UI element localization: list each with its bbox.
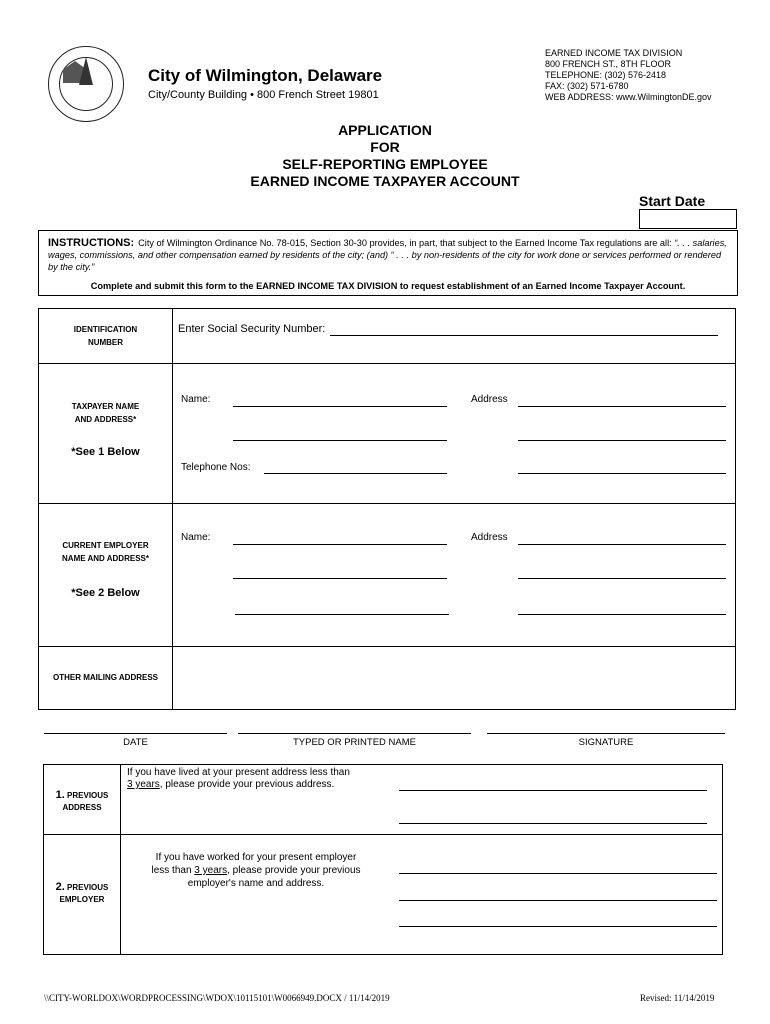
division-fax: FAX: (302) 571-6780: [545, 81, 629, 91]
ssn-cell[interactable]: [173, 309, 736, 364]
taxpayer-label-cell: TAXPAYER NAME AND ADDRESS* *See 1 Below: [39, 364, 173, 504]
date-label: DATE: [123, 737, 148, 748]
taxpayer-name-line-2[interactable]: [233, 440, 447, 441]
previous-address-cell: [121, 765, 723, 835]
employer-name-line-3[interactable]: [235, 614, 449, 615]
division-telephone: TELEPHONE: (302) 576-2418: [545, 70, 667, 80]
typed-name-line[interactable]: [238, 733, 471, 734]
start-date-label: Start Date: [639, 193, 706, 209]
city-title: City of Wilmington, Delaware: [148, 66, 383, 85]
previous-employer-line-2[interactable]: [399, 900, 717, 901]
telephone-label: Telephone Nos:: [181, 462, 251, 473]
city-address: City/County Building • 800 French Street 19801: [148, 89, 379, 101]
employer-fields-cell: [173, 504, 736, 647]
previous-employer-cell: [121, 835, 723, 955]
typed-name-label: TYPED OR PRINTED NAME: [293, 737, 416, 748]
other-mailing-label-cell: OTHER MAILING ADDRESS: [39, 647, 173, 710]
employer-name-label: Name:: [181, 532, 211, 543]
division-web: WEB ADDRESS: www.WilmingtonDE.gov: [545, 92, 712, 102]
previous-employer-label-cell: 2. PREVIOUS EMPLOYER: [44, 835, 121, 955]
taxpayer-name-label: Name:: [181, 394, 211, 405]
previous-address-label-cell: 1. PREVIOUS ADDRESS: [44, 765, 121, 835]
employer-address-line-1[interactable]: [518, 544, 726, 545]
taxpayer-address-line-2[interactable]: [518, 440, 726, 441]
see-1-note: *See 1 Below: [71, 446, 140, 458]
footer-revised: Revised: 11/14/2019: [640, 993, 715, 1003]
taxpayer-name-line-1[interactable]: [233, 406, 447, 407]
ssn-line[interactable]: [330, 335, 718, 336]
instructions-box: [38, 230, 738, 296]
previous-employer-line-3[interactable]: [399, 926, 717, 927]
previous-address-instructions: If you have lived at your present address less than 3 years, please provide your previous address.: [127, 767, 350, 790]
instructions-complete: Complete and submit this form to the EARNED INCOME TAX DIVISION to request establishment of an Earned Income Taxpayer Account.: [90, 281, 686, 291]
other-mailing-cell[interactable]: [173, 647, 736, 710]
ssn-prompt: Enter Social Security Number:: [178, 323, 326, 335]
previous-info-table: [43, 764, 723, 955]
instructions-text: City of Wilmington Ordinance No. 78-015, Section 30-30 provides, in part, that subject to the Earned Income Tax regulations are all:: [138, 238, 672, 248]
taxpayer-address-label: Address: [471, 394, 508, 405]
division-street: 800 FRENCH ST., 8TH FLOOR: [545, 59, 672, 69]
previous-employer-line-1[interactable]: [399, 873, 717, 874]
division-name: EARNED INCOME TAX DIVISION: [545, 48, 683, 58]
taxpayer-fields-cell: [173, 364, 736, 504]
form-title: APPLICATION FOR SELF-REPORTING EMPLOYEE EARNED INCOME TAXPAYER ACCOUNT: [250, 122, 520, 189]
employer-label-cell: CURRENT EMPLOYER NAME AND ADDRESS* *See 2 Below: [39, 504, 173, 647]
employer-address-label: Address: [471, 532, 508, 543]
taxpayer-form-table: [38, 308, 736, 710]
telephone-line[interactable]: [264, 473, 447, 474]
city-seal-logo: [48, 46, 124, 122]
previous-employer-instructions: If you have worked for your present employer less than 3 years, please provide your previous employer's name and address.: [151, 852, 361, 889]
signature-line[interactable]: [487, 733, 725, 734]
date-line[interactable]: [44, 733, 227, 734]
start-date-box[interactable]: [639, 209, 737, 229]
employer-address-line-3[interactable]: [518, 614, 726, 615]
previous-address-line-1[interactable]: [399, 790, 707, 791]
see-2-note: *See 2 Below: [71, 587, 140, 599]
taxpayer-address-line-1[interactable]: [518, 406, 726, 407]
employer-name-line-1[interactable]: [233, 544, 447, 545]
division-contact-block: [545, 48, 712, 103]
employer-address-line-2[interactable]: [518, 578, 726, 579]
instructions-label: INSTRUCTIONS:: [48, 237, 135, 249]
id-label-cell: IDENTIFICATION NUMBER: [39, 309, 173, 364]
instructions-quote: “. . . salaries, wages, commissions, and other compensation earned by residents of the city; (and) “ . . . by non-residents of the city for work done or services performed or rendered by the city.”: [48, 238, 727, 272]
footer-file-path: \\CITY-WORLDOX\WORDPROCESSING\WDOX\10115101\W0066949.DOCX / 11/14/2019: [44, 993, 390, 1003]
signature-label: SIGNATURE: [578, 737, 634, 748]
taxpayer-address-line-3[interactable]: [518, 473, 726, 474]
employer-name-line-2[interactable]: [233, 578, 447, 579]
previous-address-line-2[interactable]: [399, 823, 707, 824]
